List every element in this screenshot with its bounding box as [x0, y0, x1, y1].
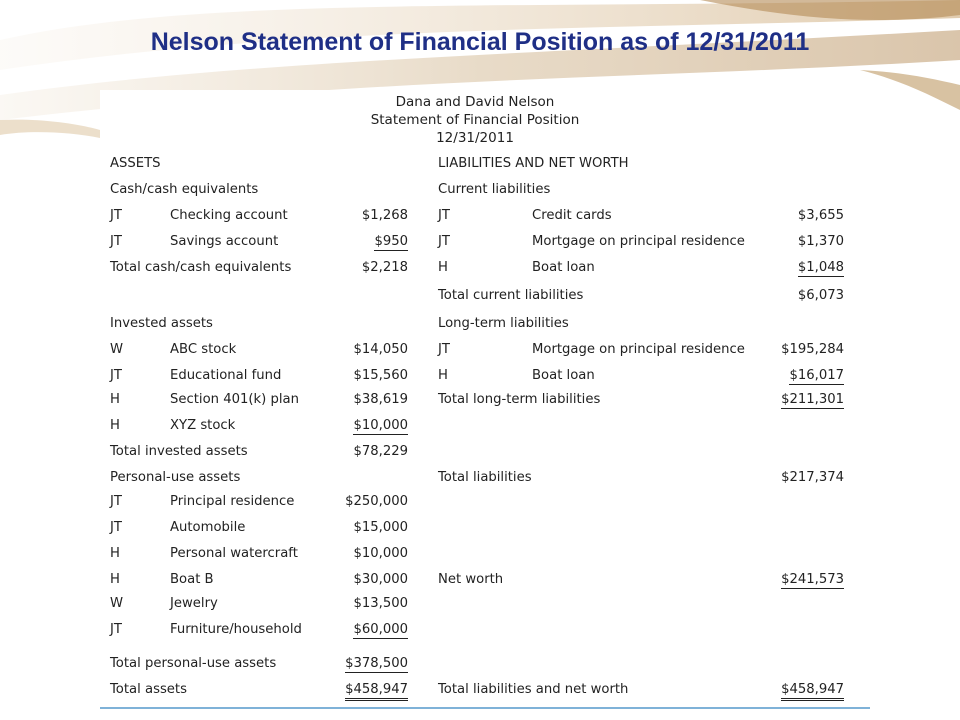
cash-total-label: Total cash/cash equivalents [110, 260, 292, 275]
asset-amount: $10,000 [353, 418, 408, 433]
slide-title: Nelson Statement of Financial Position as of 12/31/2011 [150, 28, 810, 56]
statement-date: 12/31/2011 [436, 130, 514, 146]
asset-label: Automobile [170, 520, 246, 535]
cash-heading: Cash/cash equivalents [110, 182, 259, 197]
liability-label: Credit cards [532, 208, 612, 223]
invested-heading: Invested assets [110, 316, 213, 331]
asset-owner: W [110, 342, 124, 357]
longterm-liabilities-total-amount: $211,301 [781, 392, 844, 407]
financial-statement [100, 90, 868, 706]
asset-label: Checking account [170, 208, 288, 223]
invested-total-amount: $78,229 [353, 444, 408, 459]
asset-label: XYZ stock [170, 418, 236, 433]
asset-amount: $250,000 [345, 494, 408, 509]
total-liabilities-amount: $217,374 [781, 470, 844, 485]
asset-amount: $15,560 [353, 368, 408, 383]
asset-owner: H [110, 546, 120, 561]
asset-label: Principal residence [170, 494, 295, 509]
asset-owner: JT [110, 208, 122, 223]
asset-owner: JT [110, 622, 122, 637]
net-worth-amount: $241,573 [781, 572, 844, 587]
asset-amount: $30,000 [353, 572, 408, 587]
liability-owner: H [438, 260, 448, 275]
longterm-liabilities-heading: Long-term liabilities [438, 316, 569, 331]
liability-amount: $195,284 [781, 342, 844, 357]
grand-total-amount: $458,947 [781, 682, 844, 701]
invested-total-label: Total invested assets [110, 444, 248, 459]
asset-owner: W [110, 596, 124, 611]
asset-amount: $38,619 [353, 392, 408, 407]
statement-owner-names: Dana and David Nelson [395, 94, 555, 110]
asset-owner: H [110, 418, 120, 433]
longterm-liabilities-total-label: Total long-term liabilities [438, 392, 601, 407]
asset-amount: $60,000 [353, 622, 408, 637]
liability-owner: JT [438, 342, 450, 357]
assets-heading: ASSETS [110, 156, 161, 171]
asset-label: ABC stock [170, 342, 237, 357]
liability-label: Boat loan [532, 260, 595, 275]
asset-owner: H [110, 572, 120, 587]
asset-label: Savings account [170, 234, 279, 249]
total-assets-amount: $458,947 [345, 682, 408, 701]
asset-label: Educational fund [170, 368, 282, 383]
asset-amount: $950 [374, 234, 408, 249]
asset-label: Furniture/household [170, 622, 302, 637]
asset-owner: H [110, 392, 120, 407]
asset-amount: $15,000 [353, 520, 408, 535]
liabilities-heading: LIABILITIES AND NET WORTH [438, 156, 629, 171]
asset-amount: $14,050 [353, 342, 408, 357]
grand-total-label: Total liabilities and net worth [438, 682, 629, 697]
liability-label: Boat loan [532, 368, 595, 383]
liability-amount: $3,655 [797, 208, 844, 223]
asset-label: Jewelry [170, 596, 218, 611]
cash-total-amount: $2,218 [361, 260, 408, 275]
personal-heading: Personal-use assets [110, 470, 241, 485]
asset-label: Section 401(k) plan [170, 392, 299, 407]
total-assets-label: Total assets [110, 682, 187, 697]
personal-total-label: Total personal-use assets [110, 656, 277, 671]
liability-amount: $1,370 [797, 234, 844, 249]
liability-owner: JT [438, 234, 450, 249]
liability-owner: JT [438, 208, 450, 223]
asset-owner: JT [110, 494, 122, 509]
personal-total-amount: $378,500 [345, 656, 408, 671]
asset-owner: JT [110, 368, 122, 383]
current-liabilities-total-label: Total current liabilities [438, 288, 584, 303]
liability-owner: H [438, 368, 448, 383]
asset-amount: $1,268 [361, 208, 408, 223]
liability-label: Mortgage on principal residence [532, 342, 745, 357]
net-worth-label: Net worth [438, 572, 504, 587]
asset-amount: $13,500 [353, 596, 408, 611]
liability-amount: $16,017 [789, 368, 844, 383]
current-liabilities-heading: Current liabilities [438, 182, 551, 197]
asset-label: Personal watercraft [170, 546, 298, 561]
document-bottom-rule [100, 707, 870, 709]
current-liabilities-total-amount: $6,073 [797, 288, 844, 303]
total-liabilities-label: Total liabilities [438, 470, 532, 485]
liability-label: Mortgage on principal residence [532, 234, 745, 249]
asset-owner: JT [110, 234, 122, 249]
asset-owner: JT [110, 520, 122, 535]
liability-amount: $1,048 [797, 260, 844, 275]
statement-title: Statement of Financial Position [370, 112, 580, 128]
asset-amount: $10,000 [353, 546, 408, 561]
asset-label: Boat B [170, 572, 214, 587]
